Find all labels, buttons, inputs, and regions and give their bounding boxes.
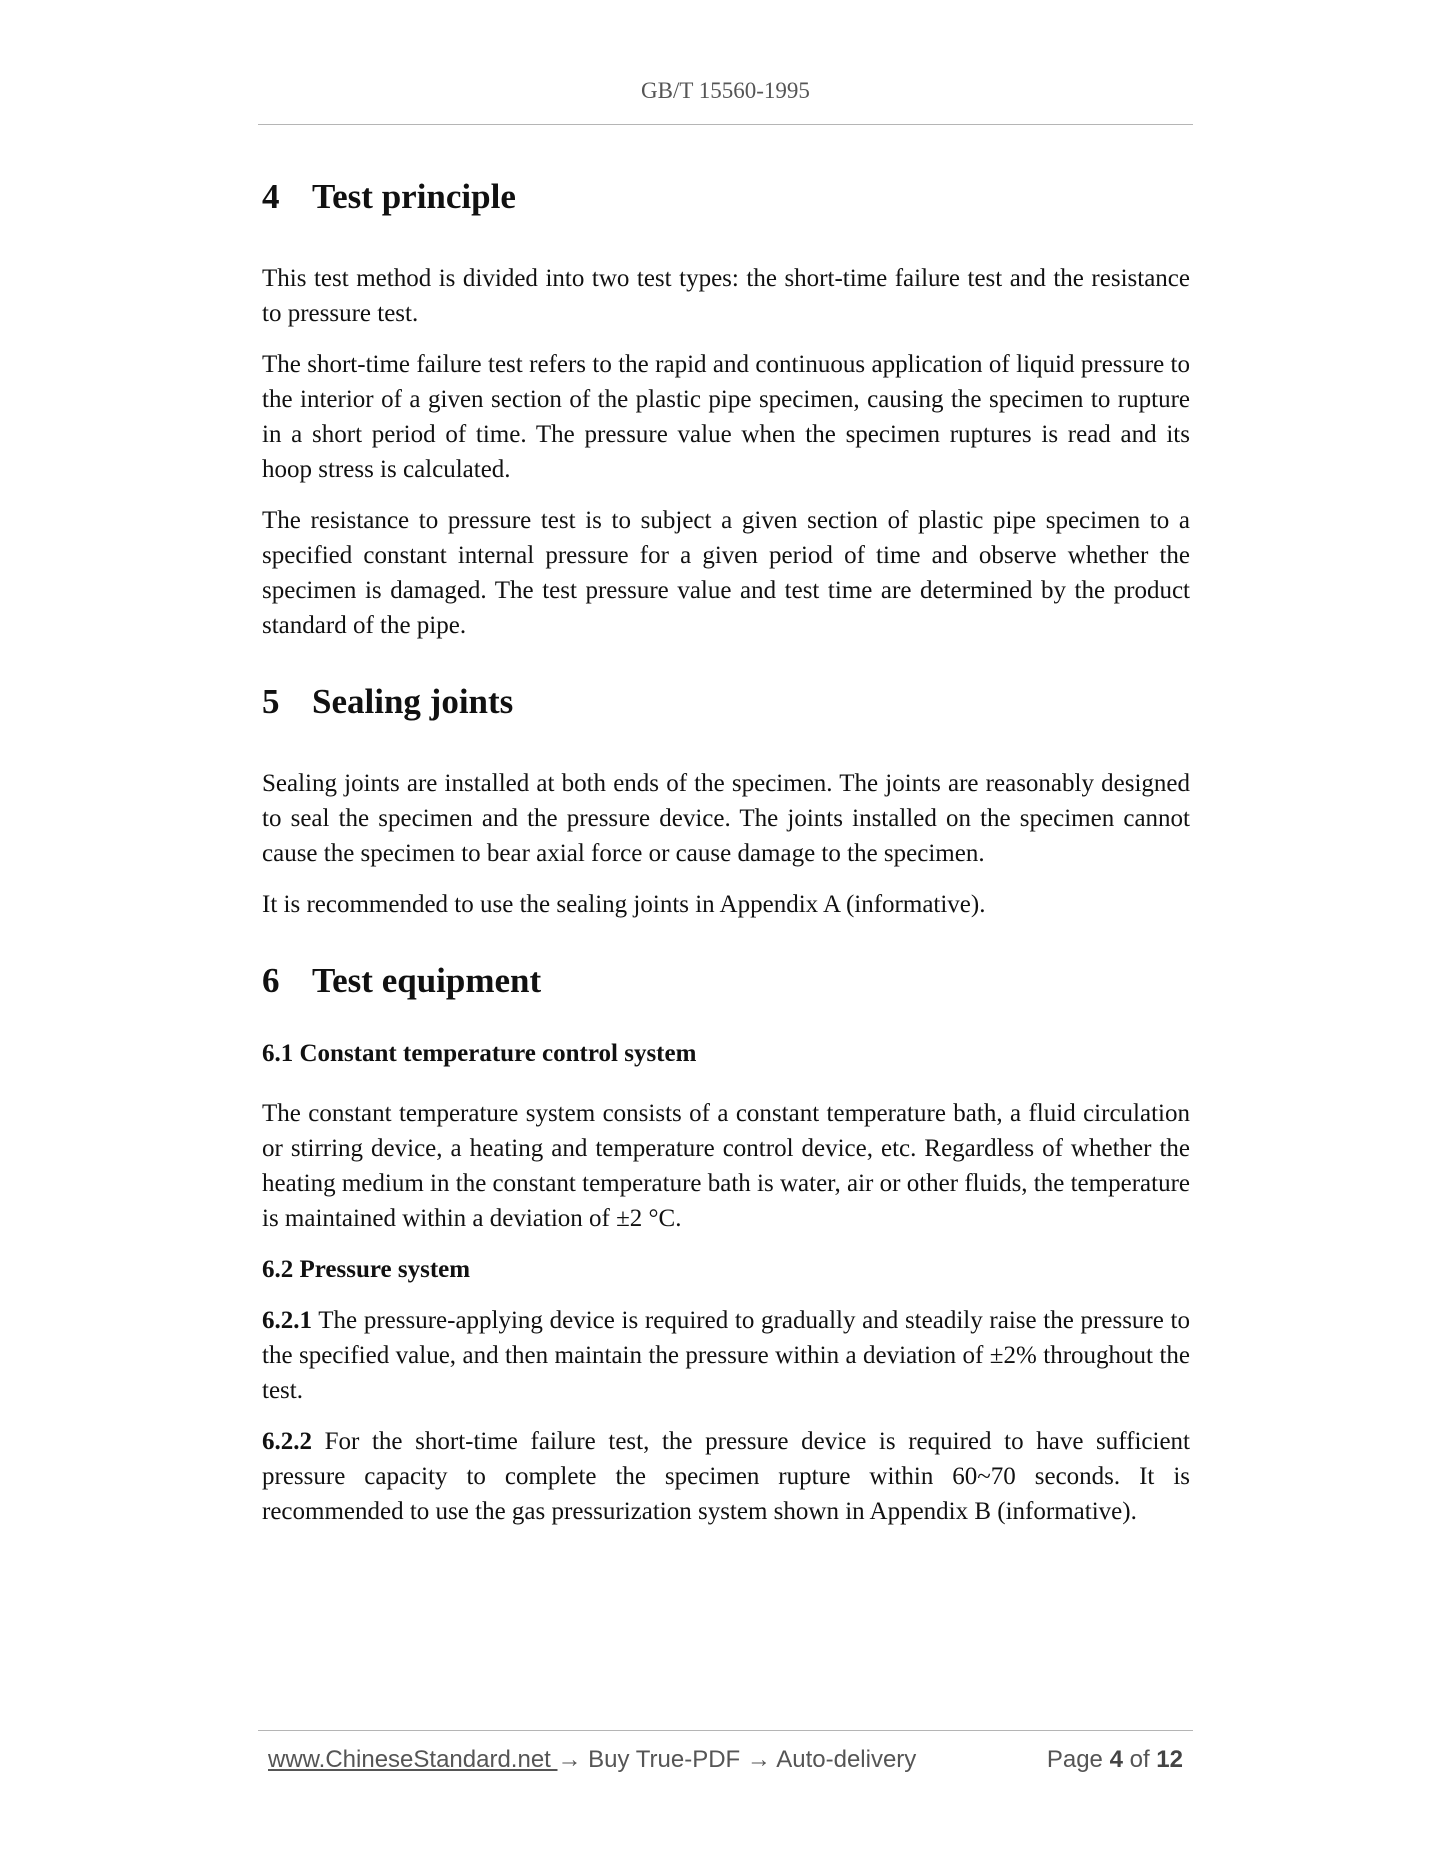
section-5-paragraph: It is recommended to use the sealing joints in Appendix A (informative). <box>262 891 986 918</box>
subsection-6-1-paragraph: The constant temperature system consists of a constant temperature bath, a fluid circulation or stirring device, a heating and temperature control device, etc. Regardless of whether the heating medium in the constant temperature bath is water, air or other fluids, the temperature is maintained within a deviation of ±2 °C. <box>262 1100 1190 1232</box>
section-5-paragraph: Sealing joints are installed at both ends of the specimen. The joints are reasonably designed to seal the specimen and the pressure device. The joints installed on the specimen cannot cause the specimen to bear axial force or cause damage to the specimen. <box>262 770 1190 867</box>
buy-pdf-text: Buy True-PDF <box>588 1746 741 1773</box>
section-number: 6 <box>262 961 280 1000</box>
clause-text: The pressure-applying device is required to gradually and steadily raise the pressure to the specified value, and then maintain the pressure within a deviation of ±2% throughout the test. <box>262 1307 1190 1404</box>
header-divider <box>258 124 1193 125</box>
clause-text: For the short-time failure test, the pressure device is required to have sufficient pressure capacity to complete the specimen rupture within 60~70 seconds. It is recommended to use the gas pressurization system shown in Appendix B (informative). <box>262 1428 1190 1525</box>
page-current: 4 <box>1109 1746 1123 1773</box>
clause-number: 6.2.2 <box>262 1428 312 1455</box>
page-indicator <box>1047 1746 1183 1774</box>
section-4-paragraph: The short-time failure test refers to the rapid and continuous application of liquid pressure to the interior of a given section of the plastic pipe specimen, causing the specimen to rupture in a short period of time. The pressure value when the specimen ruptures is read and its hoop stress is calculated. <box>262 351 1190 483</box>
clause-6-2-2 <box>262 1424 1190 1529</box>
section-5-heading <box>262 681 1190 723</box>
arrow-icon: → <box>746 1746 771 1773</box>
page-total: 12 <box>1156 1746 1183 1773</box>
footer-divider <box>258 1730 1193 1731</box>
clause-6-2-1 <box>262 1303 1190 1408</box>
clause-number: 6.2.1 <box>262 1307 312 1334</box>
running-header: GB/T 15560-1995 <box>641 78 810 103</box>
section-title: Test equipment <box>312 961 542 1000</box>
section-title: Test principle <box>312 177 516 216</box>
footer <box>268 1746 1183 1774</box>
auto-delivery-text: Auto-delivery <box>776 1746 917 1773</box>
section-title: Sealing joints <box>312 682 514 721</box>
page-label: Page <box>1046 1746 1103 1773</box>
subsection-6-2-heading: 6.2 Pressure system <box>262 1256 471 1283</box>
section-6-heading <box>262 960 1190 1002</box>
section-4-heading <box>262 176 1190 218</box>
page-of: of <box>1129 1746 1150 1773</box>
arrow-icon: → <box>557 1746 582 1773</box>
section-number: 5 <box>262 682 280 721</box>
site-link[interactable]: www.ChineseStandard.net <box>268 1746 558 1773</box>
subsection-6-1-heading: 6.1 Constant temperature control system <box>262 1040 697 1067</box>
section-number: 4 <box>262 177 280 216</box>
page-content <box>262 176 1190 1529</box>
section-4-paragraph: The resistance to pressure test is to subject a given section of plastic pipe specimen to a specified constant internal pressure for a given period of time and observe whether the specimen is damaged. The test pressure value and test time are determined by the product standard of the pipe. <box>262 507 1190 639</box>
section-4-paragraph: This test method is divided into two test types: the short-time failure test and the resistance to pressure test. <box>262 265 1190 327</box>
